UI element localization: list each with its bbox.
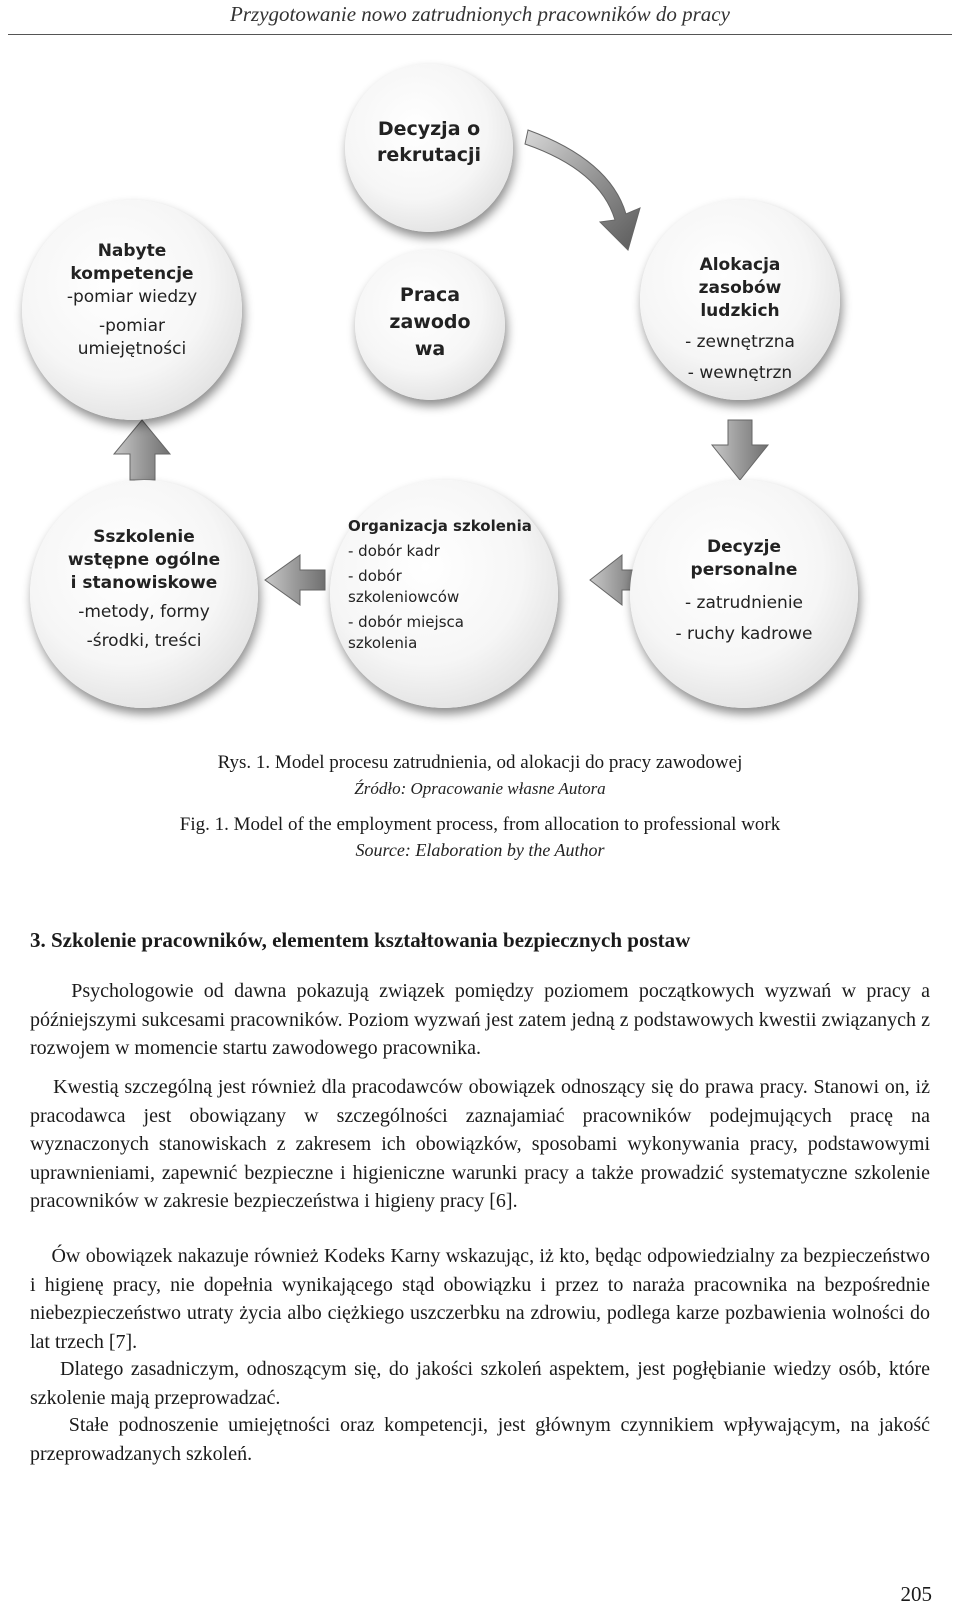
- paragraph-2: Kwestią szczególną jest również dla pracodawców obowiązek odnoszący się do prawa pracy. Stanowi on, iż pracodawca jest obowiązany w szczególności zaznajamiać pracowników podejmujących pracę na wyznaczonych stanowiskach z zakresem ich obowiązków, sposobami wykonywania pracy, podstawowymi uprawnieniami, zapewnić bezpieczne i higieniczne warunki pracy a także prowadzić systematyczne szkolenie pracowników w zakresie bezpieczeństwa i higieny pracy [6].: [30, 1076, 930, 1212]
- paragraph-5: Stałe podnoszenie umiejętności oraz kompetencji, jest głównym czynnikiem wpływającym, na jakość przeprowadzanych szkoleń.: [30, 1414, 930, 1465]
- circle-acquired-competences: [22, 200, 242, 420]
- figure-source-en: Source: Elaboration by the Author: [355, 840, 605, 860]
- organization-item-staff: - dobór kadr: [348, 542, 440, 560]
- circle-initial-training: [30, 480, 258, 708]
- circle-professional-work: [355, 250, 505, 400]
- arrow-left-up: [114, 420, 170, 480]
- allocation-item-internal: - wewnętrzn: [687, 363, 793, 383]
- circle-training-organization: [330, 480, 558, 708]
- training-item-methods: -metody, formy: [78, 602, 210, 622]
- figure-caption-en: Fig. 1. Model of the employment process, from allocation to professional work: [179, 814, 781, 835]
- arrow-bottom-center-to-left: [265, 555, 325, 605]
- header-rule: [8, 34, 952, 35]
- allocation-title-1: Alokacja: [699, 255, 781, 275]
- running-header: Przygotowanie nowo zatrudnionych pracowników do pracy: [230, 2, 730, 26]
- personnel-title-1: Decyzje: [706, 537, 782, 557]
- work-line-2: zawodo: [389, 311, 471, 333]
- employment-process-diagram: [0, 60, 960, 750]
- organization-item-trainers-2: szkoleniowców: [348, 588, 460, 606]
- personnel-item-hiring: - zatrudnienie: [684, 593, 803, 613]
- personnel-item-movements: - ruchy kadrowe: [675, 624, 813, 644]
- paragraph-4: Dlatego zasadniczym, odnoszącym się, do jakości szkoleń aspektem, jest pogłębianie wiedzy osób, które szkolenie mają przeprowadzać.: [30, 1358, 930, 1409]
- circle-hr-allocation: [640, 200, 840, 400]
- personnel-title-2: personalne: [690, 560, 798, 580]
- competences-item-knowledge: -pomiar wiedzy: [66, 287, 198, 307]
- circle-recruitment-decision: [345, 64, 513, 232]
- allocation-title-2: zasobów: [698, 278, 782, 298]
- work-line-1: Praca: [399, 284, 461, 306]
- figure-source-pl: Źródło: Opracowanie własne Autora: [354, 779, 606, 798]
- work-line-3: wa: [414, 338, 446, 360]
- allocation-title-3: ludzkich: [700, 301, 780, 321]
- section-heading: 3. Szkolenie pracowników, elementem kształtowania bezpiecznych postaw: [30, 928, 691, 952]
- competences-title-1: Nabyte: [97, 241, 167, 261]
- recruitment-line-2: rekrutacji: [377, 144, 481, 166]
- training-title-1: Sszkolenie: [93, 527, 195, 547]
- organization-item-trainers-1: - dobór: [348, 567, 402, 585]
- competences-title-2: kompetencje: [70, 264, 194, 284]
- arrow-right-down: [712, 420, 768, 480]
- competences-item-skills-2: umiejętności: [77, 339, 187, 359]
- allocation-item-external: - zewnętrzna: [685, 332, 795, 352]
- circle-personnel-decisions: [630, 480, 858, 708]
- paragraph-1: Psychologowie od dawna pokazują związek pomiędzy poziomem początkowych wyzwań w pracy a późniejszymi sukcesami pracowników. Poziom wyzwań jest zatem jedną z podstawowych kwestii związanych z rozwojem w momencie startu zawodowego pracownika.: [30, 980, 930, 1059]
- arrow-top-to-right: [525, 130, 640, 250]
- figure-caption-pl: Rys. 1. Model procesu zatrudnienia, od alokacji do pracy zawodowej: [217, 752, 743, 773]
- training-title-3: i stanowiskowe: [70, 573, 218, 593]
- competences-item-skills-1: -pomiar: [98, 316, 166, 336]
- organization-title: Organizacja szkolenia: [348, 517, 532, 535]
- organization-item-place-1: - dobór miejsca: [348, 613, 464, 631]
- organization-item-place-2: szkolenia: [348, 634, 418, 652]
- page-number: 205: [900, 1582, 932, 1606]
- training-title-2: wstępne ogólne: [67, 550, 221, 570]
- training-item-means: -środki, treści: [86, 631, 202, 651]
- paragraph-3: Ów obowiązek nakazuje również Kodeks Karny wskazując, iż kto, będąc odpowiedzialny za bezpieczeństwo i higienę pracy, nie dopełnia wynikającego stąd obowiązku i przez to naraża pracownika na bezpośrednie niebezpieczeństwo utraty życia albo ciężkiego uszczerbku na zdrowiu, podlega karze pozbawienia wolności do lat trzech [7].: [30, 1245, 930, 1353]
- recruitment-line-1: Decyzja o: [377, 118, 481, 140]
